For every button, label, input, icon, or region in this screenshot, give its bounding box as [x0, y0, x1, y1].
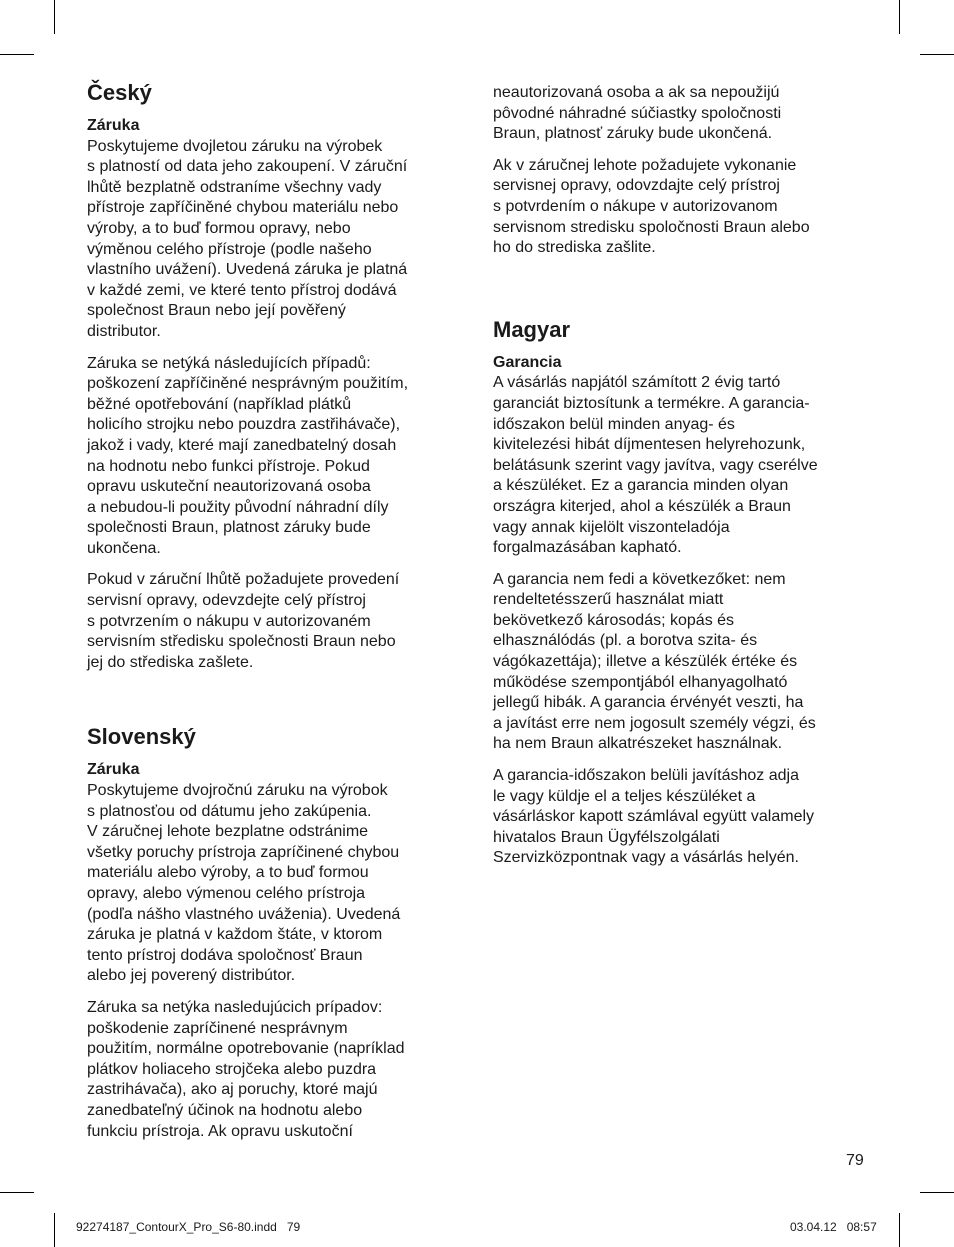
crop-mark-bottom-left-h: [0, 1192, 34, 1193]
crop-mark-top-left-h: [0, 54, 34, 55]
heading-slovensky: Slovenský: [87, 724, 196, 750]
section-slovensky-continued: [493, 83, 873, 259]
crop-mark-top-right-h: [920, 54, 954, 55]
footer-file-name: 92274187_ContourX_Pro_S6-80.indd 79: [76, 1220, 301, 1234]
right-column: [493, 83, 873, 880]
subheading-garancia: Garancia: [493, 353, 562, 371]
paragraph-sk-2: Záruka sa netýka nasledujúcich prípadov: poškodenie zapríčinené nesprávnym použitím, normálne opotrebovanie (napríklad plátkov holiaceho strojčeka alebo puzdra zastrihávača), ako aj poruchy, ktoré majú zanedbateľný účinok na hodnotu alebo funkciu prístroja. Ak opravu uskutoční: [87, 998, 405, 1140]
crop-mark-top-right-v: [899, 0, 900, 34]
paragraph-sk-1: Poskytujeme dvojročnú záruku na výrobok s platnosťou od dátumu jeho zakúpenia. V záručnej lehote bezplatne odstránime všetky poruchy prístroja zapríčinené chybou materiálu alebo výroby, a to buď formou opravy, alebo výmenou celého prístroja (podľa nášho vlastného uváženia). Uvedená záruka je platná v každom štáte, v ktorom tento prístroj dodáva spoločnosť Braun alebo jej poverený distribútor.: [87, 782, 401, 985]
paragraph-hu-2: A garancia nem fedi a következőket: nem rendeltetésszerű használat miatt bekövetkező károsodás; kopás és elhasználódás (pl. a borotva szita- és vágókazettája); illetve a készülék értéke és működése szempontjából elhanyagolható jellegű hibák. A garancia érvényét veszti, ha a javítást erre nem jogosult személy végzi, és ha nem Braun alkatrészeket használnak.: [493, 570, 816, 753]
section-magyar: [493, 317, 873, 869]
heading-magyar: Magyar: [493, 316, 571, 342]
crop-mark-bottom-right-v: [899, 1213, 900, 1247]
section-spacer: [87, 684, 467, 724]
paragraph-hu-1: A vásárlás napjától számított 2 évig tartó garanciát biztosítunk a termékre. A garancia- időszakon belül minden anyag- és kivitelezési hibát díjmentesen helyrehozunk, belátásunk szerint vagy javítva, vagy cserélve a készüléket. Ez a garancia minden olyan országra kiterjed, ahol a készülék a Braun vagy annak kijelölt viszonteladója forgalmazásában kapható.: [493, 374, 818, 557]
crop-mark-bottom-left-v: [54, 1213, 55, 1247]
footer-date: 03.04.12 08:57: [790, 1220, 877, 1234]
paragraph-cz-1: Poskytujeme dvojletou záruku na výrobek s platností od data jeho zakoupení. V záruční lhůtě bezplatně odstraníme všechny vady přístroje zapříčiněné chybou materiálu nebo výroby, a to buď formou opravy, nebo výměnou celého přístroje (podle našeho vlastního uvážení). Uvedená záruka je platná v každé zemi, ve které tento přístroj dodává společnost Braun nebo její pověřený distributor.: [87, 137, 408, 340]
heading-cesky: Český: [87, 80, 152, 105]
crop-mark-bottom-right-h: [920, 1192, 954, 1193]
left-column: [87, 80, 467, 1153]
crop-mark-top-left-v: [54, 0, 55, 34]
page-number: 79: [846, 1152, 864, 1169]
paragraph-cz-2: Záruka se netýká následujících případů: poškození zapříčiněné nesprávným použitím, běžné opotřebování (například plátků holicího strojku nebo pouzdra zastřihávače), jakož i vady, které mají zanedbatelný dosah na hodnotu nebo funkci přístroje. Pokud opravu uskuteční neautorizovaná osoba a nebudou-li použity původní náhradní díly společnosti Braun, platnost záruky bude ukončena.: [87, 354, 409, 557]
subheading-zaruka-sk: Záruka: [87, 761, 140, 779]
paragraph-cz-3: Pokud v záruční lhůtě požadujete provedení servisní opravy, odevzdejte celý přístroj s potvrzením o nákupu v autorizovaném servisním středisku společnosti Braun nebo jej do střediska zašlete.: [87, 571, 400, 671]
subheading-zaruka-cz: Záruka: [87, 117, 140, 134]
paragraph-sk-4: Ak v záručnej lehote požadujete vykonanie servisnej opravy, odovzdajte celý prístroj s potvrdením o nákupe v autorizovanom servisnom stredisku spoločnosti Braun alebo ho do strediska zašlite.: [493, 156, 810, 257]
section-spacer: [493, 270, 873, 317]
section-cesky: [87, 80, 467, 673]
section-slovensky: [87, 724, 467, 1142]
paragraph-hu-3: A garancia-időszakon belüli javításhoz adja le vagy küldje el a teljes készüléket a vásárláskor kapott számlával együtt valamely hivatalos Braun Ügyfélszolgálati Szervizközpontnak vagy a vásárlás helyén.: [493, 767, 815, 867]
paragraph-sk-3: neautorizovaná osoba a ak sa nepoužijú pôvodné náhradné súčiastky spoločnosti Braun, platnosť záruky bude ukončená.: [493, 84, 782, 143]
